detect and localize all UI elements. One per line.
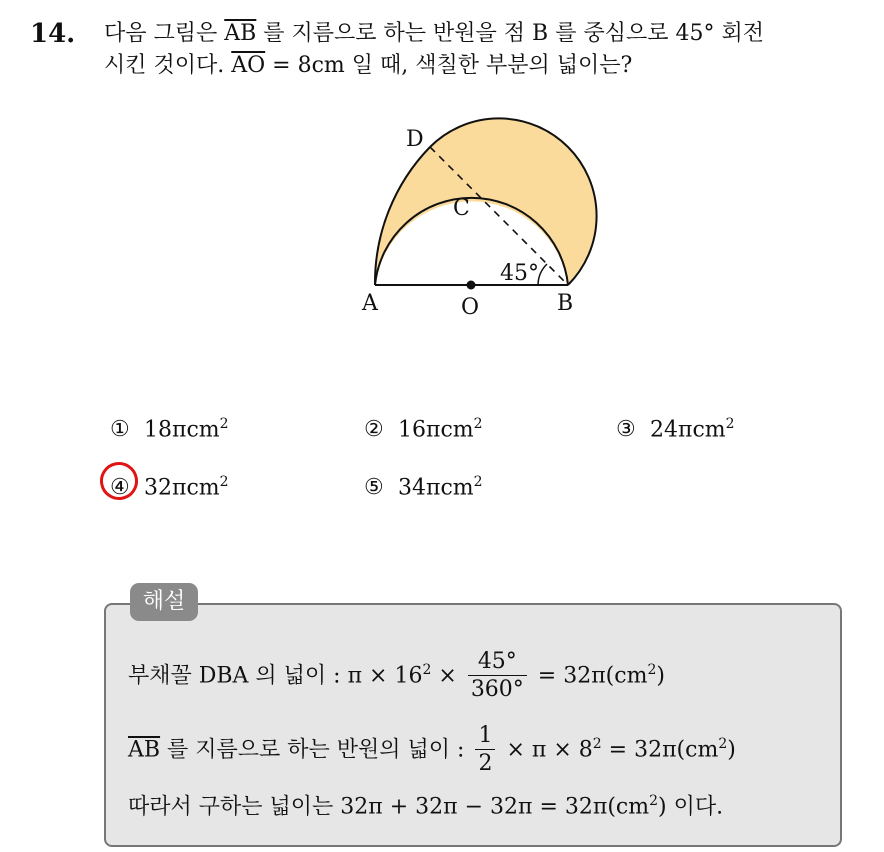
sol2-d: ) <box>727 737 736 763</box>
sol1-b: × <box>431 663 464 689</box>
question-text <box>104 18 874 82</box>
sol1-a: 부채꼴 DBA 의 넓이 : π × 16 <box>128 663 423 689</box>
choice-1[interactable] <box>110 408 229 446</box>
angle-label: 45° <box>500 261 539 286</box>
figure-svg <box>350 110 610 325</box>
sol2-c: = 32π(cm <box>601 737 719 763</box>
choice-5-value: 34πcm <box>398 475 474 501</box>
choice-1-mark: ① <box>110 417 130 443</box>
sol3-b: ) 이다. <box>658 794 724 820</box>
choice-2-exp: 2 <box>473 416 483 432</box>
sol3-exp: 2 <box>649 793 659 809</box>
label-a: A <box>362 291 378 316</box>
sol2-den: 2 <box>478 751 493 776</box>
solution-tab: 해설 <box>130 583 198 621</box>
sol1-d: ) <box>656 663 665 689</box>
choice-5-exp: 2 <box>473 474 483 490</box>
angle-arc <box>538 264 547 285</box>
choice-3-value: 24πcm <box>650 417 726 443</box>
sol2-exp: 2 <box>592 736 602 753</box>
solution-line-3 <box>128 785 723 823</box>
choice-1-value: 18πcm <box>144 417 220 443</box>
label-c: C <box>453 196 470 221</box>
geometry-figure <box>350 110 610 325</box>
sol2-segment-ab: $\overline{AB}$ <box>128 737 161 763</box>
choice-3[interactable] <box>616 408 735 446</box>
label-b: B <box>557 291 574 316</box>
choice-4-mark: ④ <box>110 475 130 501</box>
sol1-fraction <box>468 649 527 704</box>
choice-5-mark: ⑤ <box>364 475 384 501</box>
segment-ab: $\overline{AB}$ <box>224 21 257 46</box>
answer-choices <box>110 408 810 518</box>
choice-5[interactable] <box>364 466 483 504</box>
label-d: D <box>406 127 424 152</box>
sol2-fraction <box>475 723 495 778</box>
sol2-exp2: 2 <box>718 736 728 753</box>
choice-4-exp: 2 <box>219 474 229 490</box>
question-number: 14. <box>30 19 76 49</box>
choice-2-mark: ② <box>364 417 384 443</box>
sol1-exp2: 2 <box>647 662 657 679</box>
question-text-1a: 다음 그림은 <box>104 21 225 46</box>
sol1-c: = 32π(cm <box>530 663 648 689</box>
question-text-1b: 를 지름으로 하는 반원을 점 B 를 중심으로 45° 회전 <box>256 21 764 46</box>
choice-3-exp: 2 <box>725 416 735 432</box>
sol3-a: 따라서 구하는 넓이는 32π + 32π − 32π = 32π(cm <box>128 794 650 820</box>
sol1-num: 45° <box>468 649 527 676</box>
question-text-2a: 시킨 것이다. <box>104 53 232 78</box>
sol1-den: 360° <box>470 677 524 702</box>
sol1-exp: 2 <box>422 662 432 679</box>
solution-box <box>104 603 842 847</box>
solution-line-2 <box>128 723 736 778</box>
sol2-b: × π × 8 <box>499 737 593 763</box>
question-text-2b: = 8cm 일 때, 색칠한 부분의 넓이는? <box>265 53 633 78</box>
sol2-a: 를 지름으로 하는 반원의 넓이 : <box>160 737 472 763</box>
choice-2-value: 16πcm <box>398 417 474 443</box>
center-point-o <box>467 281 476 290</box>
choice-4[interactable] <box>110 466 229 504</box>
label-o: O <box>461 295 480 320</box>
choice-1-exp: 2 <box>219 416 229 432</box>
sol2-num: 1 <box>475 723 495 750</box>
choice-2[interactable] <box>364 408 483 446</box>
choice-4-value: 32πcm <box>144 475 220 501</box>
segment-ao: $\overline{AO}$ <box>231 53 266 78</box>
choice-3-mark: ③ <box>616 417 636 443</box>
solution-line-1 <box>128 649 665 704</box>
